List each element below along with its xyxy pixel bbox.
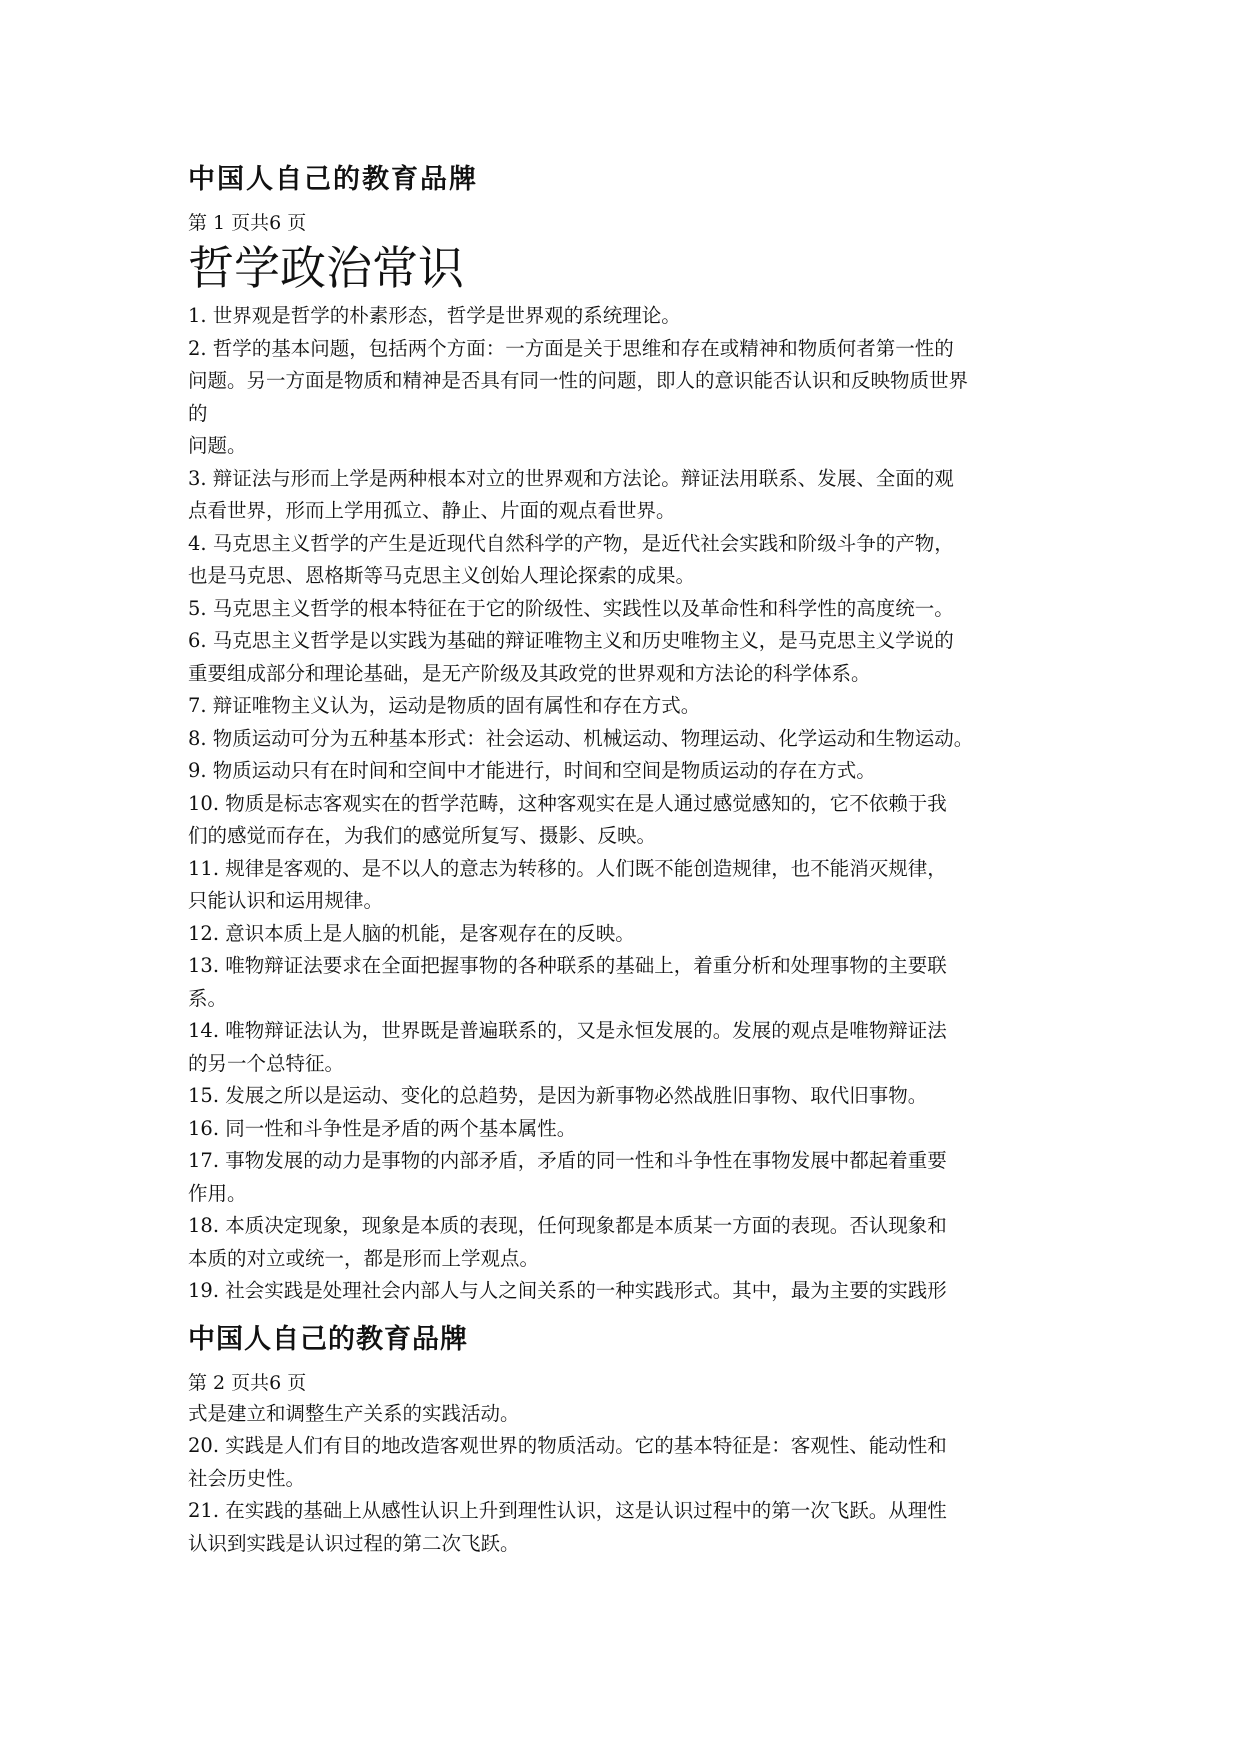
page-number-2: 第 2 页共6 页 (188, 1371, 307, 1394)
text-line: 20. 实践是人们有目的地改造客观世界的物质活动。它的基本特征是：客观性、能动性和 (188, 1434, 947, 1457)
text-line: 作用。 (188, 1181, 247, 1205)
text-line: 19. 社会实践是处理社会内部人与人之间关系的一种实践形式。其中，最为主要的实践形 (188, 1279, 947, 1302)
text-line: 6. 马克思主义哲学是以实践为基础的辩证唯物主义和历史唯物主义，是马克思主义学说的 (188, 629, 954, 652)
text-line: 13. 唯物辩证法要求在全面把握事物的各种联系的基础上，着重分析和处理事物的主要联 (188, 954, 947, 977)
text-line: 16. 同一性和斗争性是矛盾的两个基本属性。 (188, 1116, 577, 1140)
text-line: 4. 马克思主义哲学的产生是近现代自然科学的产物，是近代社会实践和阶级斗争的产物， (188, 531, 954, 555)
page2-body (188, 1398, 1058, 1561)
text-line: 问题。另一方面是物质和精神是否具有同一性的问题，即人的意识能否认识和反映物质世界 (188, 369, 969, 392)
text-line: 3. 辩证法与形而上学是两种根本对立的世界观和方法论。辩证法用联系、发展、全面的观 (188, 466, 954, 490)
text-line: 10. 物质是标志客观实在的哲学范畴，这种客观实在是人通过感觉感知的，它不依赖于我 (188, 791, 947, 815)
text-line: 17. 事物发展的动力是事物的内部矛盾，矛盾的同一性和斗争性在事物发展中都起着重要 (188, 1149, 947, 1172)
text-line: 14. 唯物辩证法认为，世界既是普遍联系的，又是永恒发展的。发展的观点是唯物辩证法 (188, 1019, 947, 1042)
text-line: 的另一个总特征。 (188, 1051, 345, 1075)
text-line: 的 (188, 401, 208, 425)
text-line: 9. 物质运动只有在时间和空间中才能进行，时间和空间是物质运动的存在方式。 (188, 759, 876, 782)
text-line: 也是马克思、恩格斯等马克思主义创始人理论探索的成果。 (188, 564, 696, 587)
page-number: 第 1 页共6 页 (188, 212, 307, 234)
text-line: 8. 物质运动可分为五种基本形式：社会运动、机械运动、物理运动、化学运动和生物运动。 (188, 726, 974, 750)
text-line: 本质的对立或统一，都是形而上学观点。 (188, 1246, 540, 1270)
page1-body (188, 300, 1058, 1308)
text-line: 1. 世界观是哲学的朴素形态，哲学是世界观的系统理论。 (188, 304, 681, 327)
text-line: 只能认识和运用规律。 (188, 889, 384, 912)
text-line: 7. 辩证唯物主义认为，运动是物质的固有属性和存在方式。 (188, 694, 701, 717)
text-line: 式是建立和调整生产关系的实践活动。 (188, 1401, 520, 1425)
text-line: 问题。 (188, 434, 247, 457)
text-line: 社会历史性。 (188, 1466, 306, 1490)
text-line: 点看世界，形而上学用孤立、静止、片面的观点看世界。 (188, 499, 676, 522)
text-line: 15. 发展之所以是运动、变化的总趋势，是因为新事物必然战胜旧事物、取代旧事物。 (188, 1084, 928, 1107)
document-title: 哲学政治常识 (188, 241, 464, 295)
text-line: 5. 马克思主义哲学的根本特征在于它的阶级性、实践性以及革命性和科学性的高度统一。 (188, 596, 954, 620)
text-line: 系。 (188, 986, 228, 1010)
text-line: 们的感觉而存在，为我们的感觉所复写、摄影、反映。 (188, 824, 657, 847)
header-brand: 中国人自己的教育品牌 (188, 164, 478, 195)
text-line: 11. 规律是客观的、是不以人的意志为转移的。人们既不能创造规律，也不能消灭规律， (188, 856, 947, 880)
text-line: 12. 意识本质上是人脑的机能，是客观存在的反映。 (188, 921, 635, 945)
text-line: 认识到实践是认识过程的第二次飞跃。 (188, 1531, 520, 1555)
document-page (188, 160, 1058, 1560)
header-brand-2: 中国人自己的教育品牌 (188, 1323, 468, 1355)
text-line: 18. 本质决定现象，现象是本质的表现，任何现象都是本质某一方面的表现。否认现象和 (188, 1214, 947, 1237)
text-line: 21. 在实践的基础上从感性认识上升到理性认识，这是认识过程中的第一次飞跃。从理性 (188, 1499, 947, 1522)
text-line: 重要组成部分和理论基础，是无产阶级及其政党的世界观和方法论的科学体系。 (188, 661, 871, 685)
text-line: 2. 哲学的基本问题，包括两个方面：一方面是关于思维和存在或精神和物质何者第一性的 (188, 336, 954, 360)
